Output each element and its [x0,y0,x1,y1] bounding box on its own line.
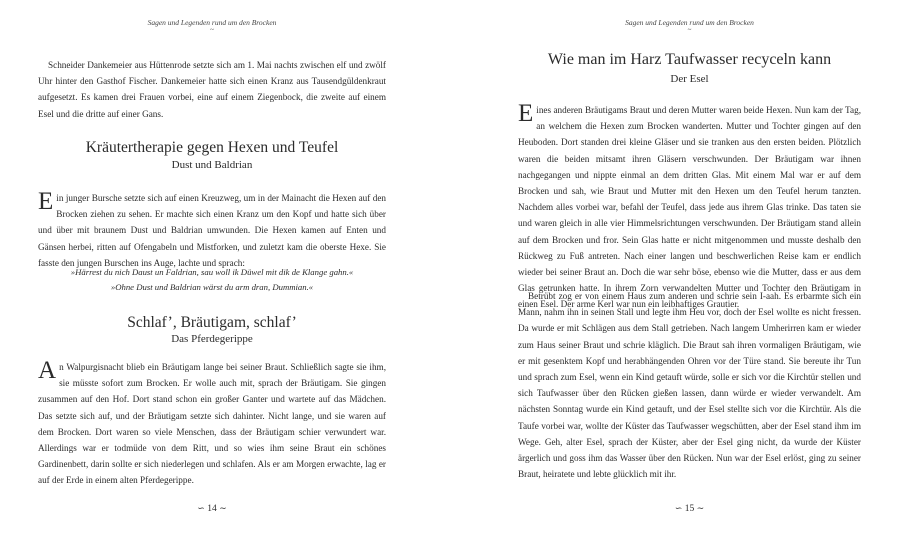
chapter-title-taufwasser: Wie man im Harz Taufwasser recyceln kann [547,51,832,68]
running-head-right [518,18,861,34]
paragraph-text: ines anderen Bräutigams Braut und deren Mutter waren beide Hexen. Nun kam der Tag, an welchem die Hexen zum Brocken wanderten. Mutter und Tochter gingen auf den Heuboden. Dort standen drei kleine Gläser und sie tranken aus den ersten beiden. Plötzlich waren die beiden mitsamt ihren Gläsern verschwunden. Der Bräutigam war ihnen nachgegangen und nippte einmal an dem dritten Glas. Mit einem Mal war er auf dem Brocken und sah, wie Braut und Mutter mit den Hexen um den Teufel herum tanzten. Nachdem alles vorbei war, befahl der Teufel, dass jede aus ihrem Glas trinke. Das taten sie und waren gleich in alle vier Himmelsrichtungen verschwunden. Der Bräutigam stand allein auf dem Brocken und fror. Sein Glas hatte er nicht mitgenommen und musste deshalb den Rückweg zu Fuß antreten. Nach einer langen und beschwerlichen Reise kam er endlich wieder bei seiner Braut an. Doch die war sehr böse, ebenso wie die Mutter, dass er aus dem Glas getrunken hatte. In ihrem Zorn verwandelten Mutter und Tochter den Bräutigam in einen Esel. Der arme Kerl war nun ein leibhaftiges Grautier. [518,105,861,310]
verse-line-dialect: »Härrest du nich Daust un Faldrian, sau woll ik Düwel mit dik de Klange gahn.« [70,267,354,277]
folio-ornament-right: ∼ [219,503,227,513]
section-title-kraeutertherapie: Kräutertherapie gegen Hexen und Teufel [85,139,339,156]
intro-paragraph: Schneider Dankemeier aus Hüttenrode setzte sich am 1. Mai nachts zwischen elf und zwölf Uhr hinter den Gasthof Fischer. Dankemeier hatte sich einen Kranz aus Tausendgüldenkraut aufgesetzt. Es kamen drei Frauen vorbei, eine auf einem Ziegenbock, die zweite auf einem Esel und die dritte auf einer Gans. [38,60,386,119]
paragraph-text: n Walpurgisnacht blieb ein Bräutigam lange bei seiner Braut. Schließlich sagte sie ihm, sie müsste sofort zum Brocken. Er wolle auch mit, sprach der Bräutigam. Sie gingen zusammen auf den Hof. Dort stand schon ein großer Ganter und wartete auf das Mädchen. Das setzte sich auf, und der Bräutigam setzte sich dahinter. Nicht lange, und sie waren auf dem Brocken. Dort waren so viele Menschen, dass der Bräutigam schier verwundert war. Allerdings war er todmüde von dem Ritt, und so wies ihm seine Braut ein schönes Gardinenbett, darin sollte er sich niederlegen und schlafen. Als er am Morgen erwachte, lag er auf der Erde in einem alten Pferdegerippe. [38,362,386,486]
chapter-paragraph-1 [518,102,861,313]
section-title-schlaf-braeutigam: Schlaf’, Bräutigam, schlaf’ [127,314,297,331]
running-head-ornament: ~ [687,26,692,34]
left-page [38,0,386,540]
chapter-subtitle-der-esel: Der Esel [670,73,709,85]
page-number-right [518,502,861,515]
paragraph-text: in junger Bursche setzte sich auf einen Kreuzweg, um in der Mainacht die Hexen auf den Brocken ziehen zu sehen. Er machte sich einen Kranz um den Kopf und hatte sich über und über mit braunem Dust und Baldrian umwunden. Die Hexen kamen auf Enten und Gänsen herbei, ritten auf Ofengabeln und Mistforken, und zuletzt kam die oberste Hexe. Sie fasste den jungen Burschen ins Auge, lachte und sprach: [38,193,386,268]
right-page [518,0,861,540]
verse-line-translation: »Ohne Dust und Baldrian wärst du arm dran, Dummian.« [110,282,314,292]
running-head-text: Sagen und Legenden rund um den Brocken [147,18,277,27]
running-head-ornament: ~ [210,26,214,34]
folio-ornament-left: ∽ [674,503,683,513]
drop-cap: E [38,188,54,215]
section-paragraph-kraeutertherapie [38,190,386,271]
page-number-left [38,502,386,515]
page-number: 15 [684,504,695,514]
folio-ornament-left: ∽ [197,503,205,513]
drop-cap: A [38,357,57,384]
folio-ornament-right: ∼ [696,503,705,513]
section-subtitle-dust-und-baldrian: Dust und Baldrian [171,159,253,171]
section-paragraph-schlaf-braeutigam [38,359,386,489]
page-number: 14 [207,504,217,514]
drop-cap: E [518,100,534,127]
running-head-left [38,18,386,34]
chapter-paragraph-2: Betrübt zog er von einem Haus zum anderen und schrie sein I-aah. Es erbarmte sich ein Mann, nahm ihn in seinen Stall und legte ihm Heu vor, doch der Esel wollte es nicht fressen. Da wurde er mit Schlägen aus dem Stall getrieben. Nach langem Umherirren kam er wieder zum Haus seiner Braut und schrie kläglich. Die Braut sah ihren vormaligen Bräutigam, wie er mit gesenktem Kopf und herabhängenden Ohren vor der Türe stand. Sie bereute ihr Tun und sprach zum Esel, wenn ein Kind getauft würde, solle er sich vor die Kirchtür stellen und sich Taufwasser über den Rücken gießen lassen, dann würde er wieder verwandelt. Am nächsten Sonntag wurde ein Kind getauft, und der Esel stellte sich vor die Kirchtür. Als die Taufe vorbei war, wollte der Küster das Taufwasser wegschütten, aber der Esel stand ihm im Wege. Geh, alter Esel, sprach der Küster, aber der Esel ging nicht, da wurde der Küster ärgerlich und goss ihm das Wasser über den Rücken. Nun war der Esel erlöst, ging zu seiner Braut, heiratete und lebte glücklich mit ihr. [518,291,861,480]
section-subtitle-pferdegerippe: Das Pferdegerippe [171,333,253,345]
running-head-text: Sagen und Legenden rund um den Brocken [625,18,754,27]
